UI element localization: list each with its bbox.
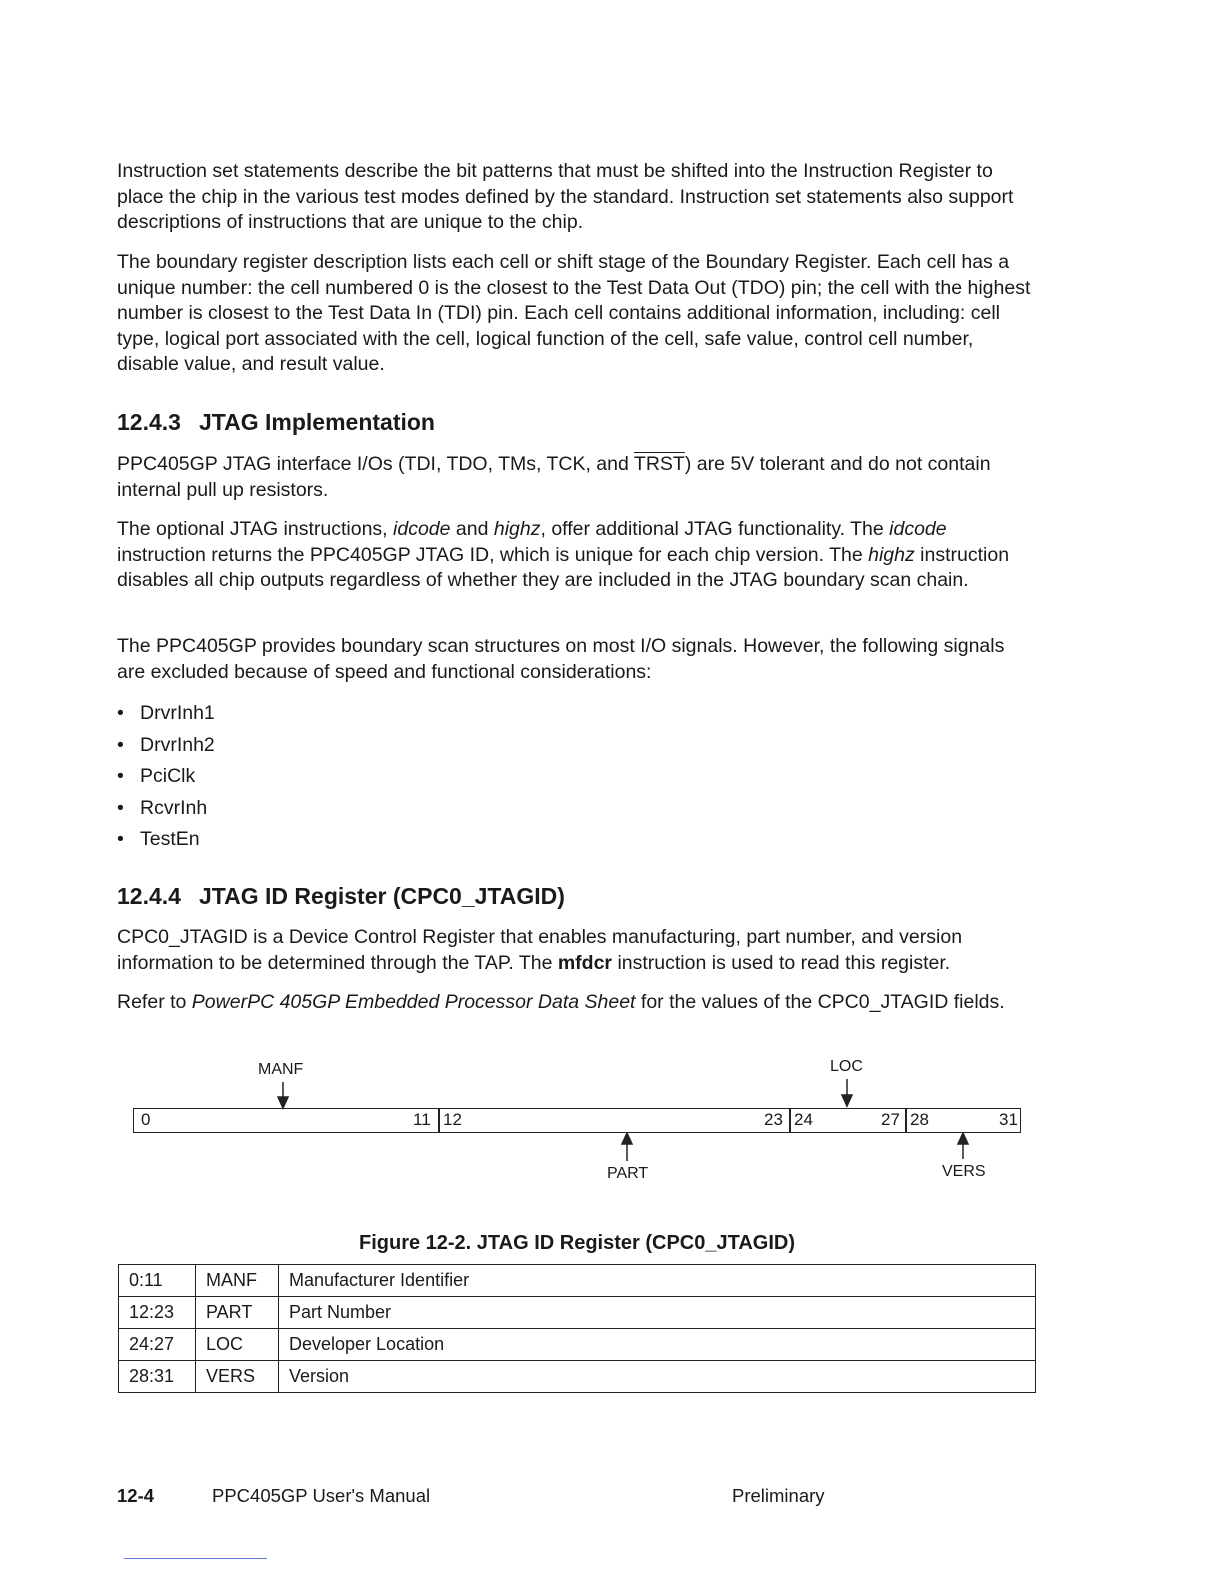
highz-term: highz bbox=[493, 518, 541, 540]
intro-paragraph-2: The boundary register description lists each cell or shift stage of the Boundary Register. Each cell has a unique number: the cell numbered 0 is the closest to the Test Data Out (TDO) pin; the cell with the highest number is closest to the Test Data In (TDI) pin. Each cell contains additional information, including: cell type, logical port associated with the cell, logical function of the cell, safe value, control cell number, disable value, and result value. bbox=[117, 251, 1031, 376]
field-label-manf: MANF bbox=[258, 1061, 304, 1078]
bit-label: 24 bbox=[794, 1110, 813, 1129]
optional-instructions-paragraph: The optional JTAG instructions, idcode and highz, offer additional JTAG functionality. The idcode instruction returns the PPC405GP JTAG ID, which is unique for each chip version. The highz instruction disables all chip outputs regardless of whether they are included in the JTAG boundary scan chain. bbox=[117, 518, 1010, 592]
section-number: 12.4.3 bbox=[117, 409, 181, 435]
page-number: 12-4 bbox=[117, 1485, 155, 1506]
table-row bbox=[119, 1329, 1036, 1361]
name-cell: VERS bbox=[196, 1361, 279, 1393]
idcode-term: idcode bbox=[393, 518, 451, 540]
list-item: • DrvrInh1 bbox=[117, 700, 215, 732]
intro-paragraph-1: Instruction set statements describe the bit patterns that must be shifted into the Instruction Register to place the chip in the various test modes defined by the standard. Instruction set statements also support descriptions of instructions that are unique to the chip. bbox=[117, 160, 1014, 234]
name-cell: MANF bbox=[196, 1265, 279, 1297]
description-cell: Manufacturer Identifier bbox=[279, 1265, 1036, 1297]
field-table bbox=[118, 1264, 1036, 1393]
field-label-vers: VERS bbox=[942, 1163, 986, 1180]
table-row bbox=[119, 1297, 1036, 1329]
list-item: • DrvrInh2 bbox=[117, 732, 215, 764]
bit-label: 23 bbox=[764, 1110, 783, 1129]
bit-label: 27 bbox=[881, 1110, 900, 1129]
figure-caption: Figure 12-2. JTAG ID Register (CPC0_JTAGID) bbox=[358, 1232, 795, 1254]
trst-signal: TRST bbox=[633, 453, 685, 475]
field-divider bbox=[905, 1109, 907, 1132]
bits-cell: 12:23 bbox=[119, 1297, 196, 1329]
bits-cell: 28:31 bbox=[119, 1361, 196, 1393]
bit-label: 11 bbox=[413, 1110, 431, 1129]
bit-label: 31 bbox=[999, 1110, 1018, 1129]
field-divider bbox=[438, 1109, 440, 1132]
name-cell: LOC bbox=[196, 1329, 279, 1361]
bit-label: 0 bbox=[141, 1110, 151, 1129]
datasheet-title: PowerPC 405GP Embedded Processor Data Sheet bbox=[191, 991, 636, 1013]
name-cell: PART bbox=[196, 1297, 279, 1329]
down-arrow-icon bbox=[842, 1095, 852, 1106]
bits-cell: 0:11 bbox=[119, 1265, 196, 1297]
section-title: JTAG Implementation bbox=[199, 409, 435, 435]
manual-title: PPC405GP User's Manual bbox=[212, 1485, 431, 1506]
list-item: • PciClk bbox=[117, 763, 215, 795]
jtagid-description-paragraph: CPC0_JTAGID is a Device Control Register that enables manufacturing, part number, and version information to be determined through the TAP. The mfdcr instruction is used to read this register. bbox=[117, 926, 963, 974]
description-cell: Part Number bbox=[279, 1297, 1036, 1329]
up-arrow-icon bbox=[958, 1133, 968, 1144]
datasheet-reference-paragraph: Refer to PowerPC 405GP Embedded Processor Data Sheet for the values of the CPC0_JTAGID fields. bbox=[117, 991, 1005, 1013]
description-cell: Version bbox=[279, 1361, 1036, 1393]
up-arrow-icon bbox=[622, 1133, 632, 1144]
table-row bbox=[119, 1265, 1036, 1297]
idcode-term: idcode bbox=[889, 518, 947, 540]
down-arrow-icon bbox=[278, 1097, 288, 1108]
highz-term: highz bbox=[868, 543, 915, 566]
boundary-scan-paragraph: The PPC405GP provides boundary scan structures on most I/O signals. However, the following signals are excluded because of speed and functional considerations: bbox=[117, 635, 1005, 683]
field-label-loc: LOC bbox=[830, 1058, 863, 1075]
footer-rule bbox=[124, 1558, 267, 1559]
section-number: 12.4.4 bbox=[117, 883, 181, 909]
bit-label: 12 bbox=[443, 1110, 462, 1129]
document-status: Preliminary bbox=[732, 1485, 825, 1506]
table-row bbox=[119, 1361, 1036, 1393]
list-item: • TestEn bbox=[117, 826, 215, 858]
jtag-io-paragraph: PPC405GP JTAG interface I/Os (TDI, TDO, TMs, TCK, and TRST) are 5V tolerant and do not contain internal pull up resistors. bbox=[117, 453, 991, 501]
bit-label: 28 bbox=[910, 1110, 929, 1129]
section-title: JTAG ID Register (CPC0_JTAGID) bbox=[199, 883, 565, 909]
mfdcr-instruction: mfdcr bbox=[557, 951, 613, 974]
field-label-part: PART bbox=[607, 1165, 649, 1182]
bits-cell: 24:27 bbox=[119, 1329, 196, 1361]
description-cell: Developer Location bbox=[279, 1329, 1036, 1361]
list-item: • RcvrInh bbox=[117, 795, 215, 827]
field-divider bbox=[789, 1109, 791, 1132]
